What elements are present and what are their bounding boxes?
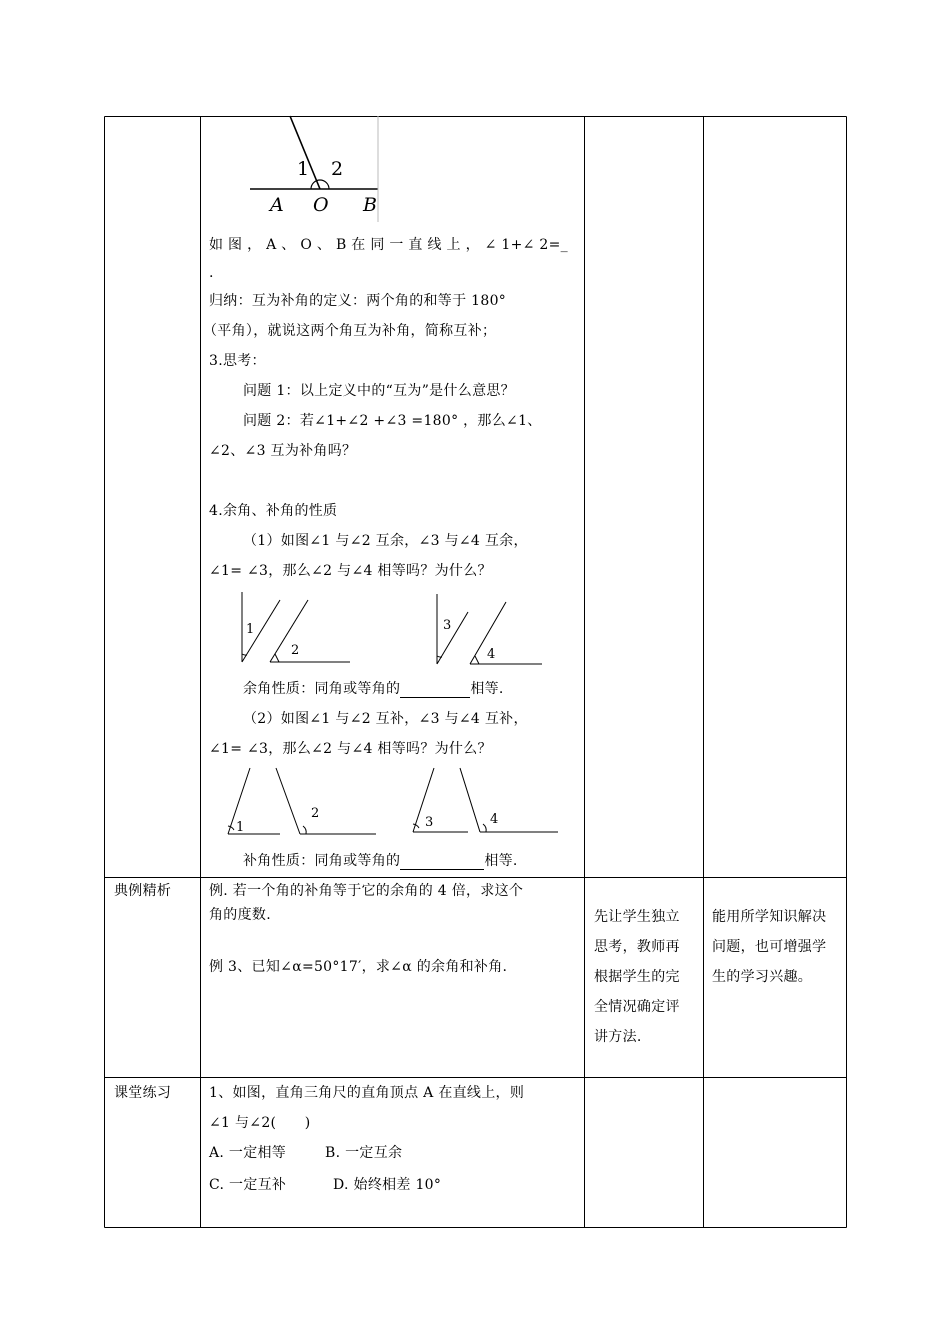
option-d: D. 始终相差 10° bbox=[333, 1177, 442, 1193]
fig3-label-4: 4 bbox=[490, 812, 499, 827]
figure-complementary-angles bbox=[230, 590, 560, 670]
fig1-label-a: A bbox=[270, 194, 284, 216]
fig1-label-o: O bbox=[313, 194, 329, 216]
option-b: B. 一定互余 bbox=[325, 1145, 403, 1161]
supplement-blank bbox=[400, 855, 484, 870]
exercise-line-2: ∠1 与∠2( ) bbox=[209, 1115, 311, 1131]
design-intent: 能用所学知识解决问题，也可增强学生的学习兴趣。 bbox=[712, 909, 827, 985]
fig1-label-1: 1 bbox=[297, 158, 310, 180]
supplement-property-before: 补角性质：同角或等角的 bbox=[243, 853, 401, 869]
section-practice: 课堂练习 bbox=[114, 1085, 172, 1101]
fig3-label-1: 1 bbox=[236, 820, 245, 835]
fig1-label-2: 2 bbox=[331, 158, 344, 180]
think-question-2-line-2: ∠2、∠3 互为补角吗？ bbox=[209, 443, 357, 459]
fig2-label-4: 4 bbox=[487, 647, 496, 662]
question-tail: . bbox=[209, 265, 214, 281]
fig3-label-2: 2 bbox=[311, 806, 320, 821]
property-2-line-1: （2）如图∠1 与∠2 互补，∠3 与∠4 互补， bbox=[243, 711, 528, 727]
property-2-line-2: ∠1= ∠3，那么∠2 与∠4 相等吗？为什么？ bbox=[209, 741, 492, 757]
option-c: C. 一定互补 bbox=[209, 1177, 287, 1193]
option-a: A. 一定相等 bbox=[209, 1145, 287, 1161]
exercise-line-1: 1、如图，直角三角尺的直角顶点 A 在直线上，则 bbox=[209, 1085, 525, 1101]
fig2-label-3: 3 bbox=[443, 618, 452, 633]
section-examples: 典例精析 bbox=[114, 883, 172, 899]
example-line-1: 例. 若一个角的补角等于它的余角的 4 倍，求这个 bbox=[209, 883, 524, 899]
figure-supplementary-angles bbox=[220, 764, 570, 844]
example-3: 例 3、已知∠α=50°17′，求∠α 的余角和补角. bbox=[209, 959, 508, 975]
property-1-line-2: ∠1= ∠3，那么∠2 与∠4 相等吗？为什么？ bbox=[209, 563, 492, 579]
fig2-label-2: 2 bbox=[291, 643, 300, 658]
example-line-2: 角的度数. bbox=[209, 907, 271, 923]
fig3-label-3: 3 bbox=[425, 815, 434, 830]
supplement-property-after: 相等. bbox=[484, 853, 518, 869]
complement-blank bbox=[400, 683, 470, 698]
supplement-property bbox=[243, 852, 518, 870]
think-question-1: 问题 1：以上定义中的“互为”是什么意思？ bbox=[243, 383, 515, 399]
complement-property bbox=[243, 680, 504, 698]
complement-property-after: 相等. bbox=[470, 681, 504, 697]
property-heading: 4.余角、补角的性质 bbox=[209, 503, 338, 519]
fig1-label-b: B bbox=[363, 194, 377, 216]
think-question-2-line-1: 问题 2：若∠1+∠2 +∠3 =180° ，那么∠1、 bbox=[243, 413, 542, 429]
property-1-line-1: （1）如图∠1 与∠2 互余，∠3 与∠4 互余， bbox=[243, 533, 528, 549]
summary-line-2: （平角），就说这两个角互为补角，简称互补； bbox=[203, 323, 497, 339]
fig2-label-1: 1 bbox=[246, 622, 255, 637]
teacher-activity: 先让学生独立思考，教师再根据学生的完全情况确定评讲方法. bbox=[594, 909, 680, 1045]
complement-property-before: 余角性质：同角或等角的 bbox=[243, 681, 401, 697]
think-heading: 3.思考： bbox=[209, 353, 266, 369]
summary-line-1: 归纳：互为补角的定义：两个角的和等于 180° bbox=[209, 293, 507, 309]
question-line: 如 图 ， A 、 O 、 B 在 同 一 直 线 上 ， ∠ 1+∠ 2=_ bbox=[209, 237, 568, 253]
